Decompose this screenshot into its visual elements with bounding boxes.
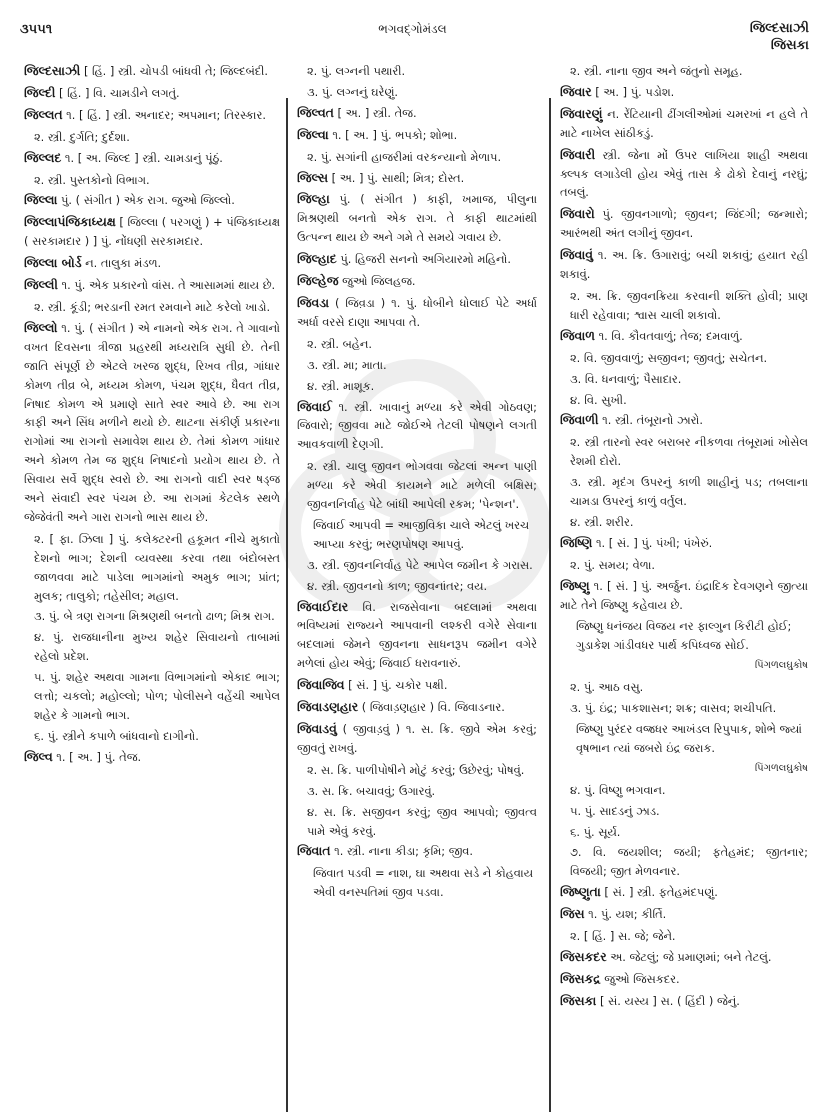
dictionary-entry xyxy=(297,698,537,717)
headword: જિવાજિવ xyxy=(297,677,345,693)
sense-definition: ૨. [ હિં. ] સ. જે; જેને. xyxy=(570,929,676,944)
definition: ૧. સ્ત્રી. ખાવાનું મળ્યા કરે એવી ગોઠવણ; જિવારો; જીવવા માટે જોઈએ તેટલી પોષણને લગતી આવકવાળી દેણગી. xyxy=(297,399,537,452)
headword: જિલ્લા બોર્ડ xyxy=(24,255,82,271)
headword: જિલ્લત xyxy=(24,106,63,122)
definition: ૧. સ્ત્રી. તંબૂરાનો ઝારો. xyxy=(598,413,704,428)
sense-definition: ૨. પું. લગ્નની પથારી. xyxy=(307,64,406,78)
dictionary-entry xyxy=(24,62,280,81)
definition: [ હિં. ] સ્ત્રી. ચોપડી બાંધવી તે; જિલ્દબંદી. xyxy=(80,64,268,78)
dictionary-entry xyxy=(297,190,537,247)
dictionary-entry xyxy=(560,411,808,430)
sense-definition: ૪. પું. વિષ્ણુ ભગવાન. xyxy=(570,782,666,797)
citation-source: પિંગળલઘુકોષ xyxy=(754,660,808,672)
definition: [ સં. ] સ્ત્રી. ફતેહમંદપણું. xyxy=(600,885,718,900)
dictionary-entry xyxy=(24,213,280,251)
dictionary-entry xyxy=(560,883,808,902)
definition: પું. ( સંગીત ) કાફી, ખમાજ, પીલુના મિશ્રણથી બનતો એક રાગ. તે કાફી થાટમાંથી ઉત્પન્ન થાય છે અને ગમે તે સમયે ગવાય છે. xyxy=(297,192,537,245)
sense-definition: ૩. સ્ત્રી. મા; માતા. xyxy=(307,357,387,372)
dictionary-entry xyxy=(24,276,280,295)
sense-definition: ૨. વિ. જીવવાળું; સજીવન; જીવતું; સચેતન. xyxy=(570,350,768,365)
sense-definition: ૩. સ્ત્રી. જીવનનિર્વાહ પેટે આપેલ જમીન કે ગરાસ. xyxy=(307,557,533,572)
sense-definition: ૨. અ. ક્રિ. જીવનક્રિયા કરવાની શક્તિ હોવી; પ્રાણ ધારી રહેવાવા; શ્વાસ ચાલી શકાવો. xyxy=(570,288,808,322)
definition: ૧. [ અ. ] પું. તેજ. xyxy=(52,749,142,764)
dictionary-columns xyxy=(0,62,825,1102)
definition: પું. ( સંગીત ) એક રાગ. જુઓ જિલ્લો. xyxy=(57,193,235,208)
guide-word-last: જિસકા xyxy=(770,38,809,53)
dictionary-entry xyxy=(297,294,537,332)
headword: જિષ્ણુ xyxy=(560,577,590,593)
sense-definition: ૩. પું. બે ત્રણ રાગના મિશ્રણથી બનતો ઢાળ; મિશ્ર રાગ. xyxy=(34,609,275,624)
headword: જિવાળ xyxy=(560,327,595,343)
dictionary-entry xyxy=(297,104,537,123)
dictionary-entry xyxy=(24,84,280,103)
definition: [ હિં. ] વિ. ચામડીને લગતું. xyxy=(55,85,180,100)
headword: જિવાડવું xyxy=(297,721,337,736)
dictionary-entry xyxy=(297,398,537,455)
definition: [ સં. યસ્ય ] સ. ( હિંદી ) જેનું. xyxy=(596,993,740,1008)
column-1 xyxy=(24,62,280,770)
sense-definition: ૨. પું. સગાંની હાજરીમાં વરકન્યાનો મેળાપ. xyxy=(307,149,502,164)
sense-definition: ૨. પું. આઠ વસુ. xyxy=(570,680,644,695)
sense-definition: ૩. સ. ક્રિ. બચાવવું; ઉગારવું. xyxy=(307,783,436,798)
dictionary-entry xyxy=(24,254,280,273)
headword: જિવાત xyxy=(297,843,331,859)
dictionary-entry xyxy=(297,720,537,758)
definition: ૧. અ. ક્રિ. ઉગારાવું; બચી શકાવું; હયાત રહી શકાવું. xyxy=(560,248,808,282)
headword: જિવાઈ xyxy=(297,398,332,414)
headword: જિલ્દસાઝી xyxy=(24,63,81,78)
definition: અ. જેટલું; જે પ્રમાણમાં; બને તેટલું. xyxy=(606,949,772,964)
dictionary-entry xyxy=(297,126,537,145)
definition: [ સં. ] પું. ચકોર પક્ષી. xyxy=(344,678,448,693)
headword: જિસ xyxy=(560,906,585,922)
sense-definition: ૩. સ્ત્રી. મૃદંગ ઉપરનું કાળી શાહીનું પડ; તબલાના ચામડા ઉપરનું કાળું વર્તુલ. xyxy=(570,475,808,509)
headword: જિલ્લદ xyxy=(24,149,62,165)
sense-definition: ૫. પું. શહેર અથવા ગામના વિભાગમાંનો એકાદ ભાગ; લત્તો; ચકલો; મહોલ્લો; પોળ; પોલીસને વહેંચી આપેલ શહેર કે ગામનો ભાગ. xyxy=(34,670,280,722)
dictionary-entry xyxy=(560,246,808,284)
usage-quote: જિવાત પડવી = નાશ, ઘા અથવા સડે ને કોહવાય એવી વનસ્પતિમાં જીવ પડવા. xyxy=(313,866,534,900)
dictionary-entry xyxy=(560,948,808,967)
headword: જિવારો xyxy=(560,206,595,222)
dictionary-entry xyxy=(560,992,808,1011)
sense-definition: ૨. [ ફા. ઝિલા ] પું. કલેક્ટરની હકૂમત નીચે મુકાતો દેશનો ભાગ; દેશની વ્યવસ્થા કરવા તથા બંદોબસ્ત જાળવવા માટે પાડેલા ભાગમાંનો અમુક ભાગ; પ્રાંત; મુલક; તાલુકો; તહેસીલ; મહાલ. xyxy=(34,531,280,603)
definition: [ અ. ] સ્ત્રી. તેજ. xyxy=(333,105,417,120)
headword: જિવાઈદાર xyxy=(297,598,349,614)
definition: ૧. પું. યશ; કીર્તિ. xyxy=(584,907,667,922)
dictionary-entry xyxy=(560,83,808,102)
definition: પું. જીવનગાળો; જીવન; જિંદગી; જન્મારો; આરંભથી અંત લગીનું જીવન. xyxy=(560,207,808,241)
sense-definition: ૨. સ્ત્રી. દુર્ગતિ; દુર્દશા. xyxy=(34,129,130,144)
headword: જિલ્વા xyxy=(297,126,329,142)
headword: જિલ્લા xyxy=(24,192,58,208)
headword: જિસકદર xyxy=(560,948,607,964)
sense-definition: ૪. સ્ત્રી. શરીર. xyxy=(570,514,634,529)
definition: ૧. [ સં. ] પું. પંખી; પંખેરું. xyxy=(592,535,713,550)
headword: જિસકદ્ર xyxy=(560,970,601,986)
dictionary-entry xyxy=(297,676,537,695)
headword: જિલ્હા xyxy=(297,191,330,207)
headword: જિલ્વ xyxy=(24,748,53,764)
sense-definition: ૨. સ. ક્રિ. પાળીપોષીને મોટું કરવું; ઉછેરવું; પોષવું. xyxy=(307,762,525,777)
definition: ( જીવાડ઼વું ) ૧. સ. ક્રિ. જીવે એમ કરવું; જીવતું રાખવું. xyxy=(297,722,537,755)
definition: જુઓ જિલહજ. xyxy=(338,274,416,289)
definition: વિ. રાજસેવાના બદલામાં અથવા ભવિષ્યમાં રાજ્યને આપવાની લશ્કરી વગેરે સેવાના બદલામાં જેમને જીવનના સાધનરૂપ જમીન વગેરે મળેલાં હોય એવું; જિવાઈ ધરાવનારું. xyxy=(297,599,537,671)
sense-definition: ૫. પું. સાદડનું ઝાડ. xyxy=(570,803,660,818)
sense-definition: ૪. સ. ક્રિ. સજીવન કરવું; જીવ આપવો; જીવત્વ પામે એવું કરવું. xyxy=(307,804,537,838)
dictionary-entry xyxy=(560,327,808,346)
sense-definition: ૩. વિ. ધનવાળું; પૈસાદાર. xyxy=(570,371,682,386)
column-divider xyxy=(549,98,551,1112)
dictionary-entry xyxy=(24,106,280,125)
citation-source: પિંગળલઘુકોષ xyxy=(754,762,808,774)
definition: ( જિવાડ઼ણહાર ) વિ. જિવાડનાર. xyxy=(358,700,505,715)
sense-definition: ૨. સ્ત્રી તારનો સ્વર બરાબર નીકળવા તંબૂરામાં ખોસેલ રેશમી દોરો. xyxy=(570,435,808,469)
headword: જિવડા xyxy=(297,294,330,310)
headword: જિલ્દી xyxy=(24,84,56,100)
dictionary-entry xyxy=(297,598,537,674)
sense-definition: ૪. સ્ત્રી. માશૂક. xyxy=(307,378,375,393)
definition: સ્ત્રી. જેના મોં ઉપર લાખિયા શાહી અથવા ક્લ્પક લગાડેલી હોય એવું તાસ કે ઢોકો દેવાનું નરઘું; તબલું. xyxy=(560,147,808,200)
headword: જિલ્લો xyxy=(24,319,58,335)
headword: જિલ્હાદ xyxy=(297,251,337,267)
headword: જિલ્લી xyxy=(24,277,58,293)
headword: જિવાવું xyxy=(560,247,593,263)
sense-definition: ૪. સ્ત્રી. જીવનનો કાળ; જીવનાંતર; વય. xyxy=(307,578,488,593)
page-header xyxy=(0,0,825,53)
column-2 xyxy=(297,62,537,904)
column-divider xyxy=(286,98,288,1112)
sense-definition: ૬. પું. સૂર્ય. xyxy=(570,824,621,839)
definition: ૧. [ અ. ] પું. ભપકો; શોભા. xyxy=(328,127,458,142)
definition: ૧. [ અ. જિલ્દ ] સ્ત્રી. ચામડાનું પૂંઠું. xyxy=(61,150,223,165)
usage-quote: જિવાઈ આપવી = આજીવિકા ચાલે એટલું ખરચ આપ્યા કરવું; ભરણપોષણ આપવું. xyxy=(313,517,530,551)
definition: ( જિવ઼ડા ) ૧. પું. ધોબીને ધોલાઈ પેટે અર્ધા અર્ધા વરસે દાણા આપવા તે. xyxy=(297,295,537,329)
definition: [ અ. ] પું. સાથી; મિત્ર; દોસ્ત. xyxy=(328,170,465,185)
sense-definition: ૨. સ્ત્રી. નાના જીવ અને જંતુનો સમૂહ. xyxy=(570,64,743,78)
dictionary-entry xyxy=(297,250,537,269)
definition: ૧. પું. ( સંગીત ) એ નામનો એક રાગ. તે ગાવાનો વખત દિવસના ત્રીજા પ્રહરથી મધ્યરાત્રિ સુધી છે. તેની જાતિ સંપૂર્ણ છે એટલે ખરજ શુદ્ધ, રિખવ તીવ્ર, ગાંધાર કોમળ તીવ્ર બે, મધ્યમ કોમળ, પંચમ શુદ્ધ, ધૈવત તીવ્ર, નિષાદ કોમળ એ પ્રમાણે સાતે સ્વર આવે છે. આ રાગ કાફી અને સિંધ મળીને થયો છે. થાટના સંકીર્ણ પ્રકારના રાગોમાં આ રાગનો સમાવેશ થાય છે. તેમાં કોમળ ગાંધાર અને કોમળ તેમ જ શુદ્ધ નિષાદનો પ્રયોગ થાય છે. તે સિવાય સર્વે શુદ્ધ સ્વરો છે. આ રાગનો વાદી સ્વર ષડ્જ અને સંવાદી સ્વર પંચમ છે. આ રાગમાં કેટલેક સ્થળે જેજેવંતી અને ગારા રાગનો ભાસ થાય છે. xyxy=(24,320,280,524)
dictionary-entry xyxy=(560,105,808,143)
dictionary-entry xyxy=(560,205,808,243)
sense-definition: ૩. પું. ઇંદ્ર; પાકશાસન; શક્ર; વાસવ; શચીપતિ. xyxy=(570,701,777,716)
guide-words xyxy=(750,20,809,54)
sense-definition: ૪. પું. રાજધાનીના મુખ્ય શહેર સિવાયનો તાબામાં રહેલો પ્રદેશ. xyxy=(34,630,280,664)
dictionary-entry xyxy=(297,169,537,188)
dictionary-entry xyxy=(24,748,280,767)
sense-definition: ૭. વિ. જયશીલ; જયી; ફતેહમંદ; જીતનાર; વિજયી; જીત મેળવનાર. xyxy=(570,845,808,879)
sense-definition: ૩. પું. લગ્નનું ઘરેણું. xyxy=(307,84,399,99)
dictionary-entry xyxy=(560,970,808,989)
running-title: ભગવદ્ગોમંડલ xyxy=(378,22,447,36)
sense-definition: ૨. સ્ત્રી. ચાલુ જીવન ભોગવવા જેટલાં અન્ન પાણી મળ્યા કરે એવી કાયમને માટે મળેલી બક્ષિસ; જીવનનિર્વાહ પેટે બાંધી આપેલી રકમ; 'પેન્શન'. xyxy=(307,459,537,512)
usage-quote: જિષ્ણુ ધનંજય વિજય નર ફાલ્ગુન કિરીટી હોઈ; ગુડાકેશ ગાંડીવધર પાર્થ કપિધ્વજ સોઈ. xyxy=(576,619,792,653)
dictionary-entry xyxy=(24,149,280,168)
headword: જિલ્લાપંજિકાધ્યક્ષ xyxy=(24,214,116,230)
definition: ન. રેંટિયાની ઢીંગલીઓમાં ચમરખાં ન હલે તે માટે નાખેલ સાંઠીકડું. xyxy=(560,106,808,140)
sense-definition: ૨. સ્ત્રી. પુસ્તકોનો વિભાગ. xyxy=(34,172,150,187)
definition: પું. હિજરી સનનો અગિયારમો મહિનો. xyxy=(336,252,511,267)
sense-definition: ૨. પું. સમય; વેળા. xyxy=(570,557,656,572)
page-number: ૩૫૫૧ xyxy=(20,22,53,37)
headword: જિલ્હેજ xyxy=(297,273,339,289)
definition: ૧. [ સં. ] પું. અર્જુન. ઇંદ્રાદિક દેવગણને જીત્યા માટે તેને જિષ્ણુ કહેવાય છે. xyxy=(560,578,808,612)
dictionary-entry xyxy=(297,842,537,861)
headword: જિસકા xyxy=(560,992,597,1008)
headword: જિલ્વત xyxy=(297,104,334,120)
definition: ૧. સ્ત્રી. નાના કીડા; કૃમિ; જીવ. xyxy=(330,844,473,859)
sense-definition: ૬. પું. સ્ત્રીને કપાળે બાંધવાનો દાગીનો. xyxy=(34,728,199,743)
sense-definition: ૪. વિ. સુખી. xyxy=(570,392,627,407)
dictionary-entry xyxy=(560,534,808,553)
headword: જિવાડણહાર xyxy=(297,699,359,715)
definition: ૧. પું. એક પ્રકારનો વાંસ. તે આસામમાં થાય છે. xyxy=(57,278,276,293)
definition: [ અ. ] પું. પડોશ. xyxy=(591,84,675,99)
headword: જિવારી xyxy=(560,146,596,162)
sense-definition: ૨. સ્ત્રી. બહેન. xyxy=(307,336,372,351)
headword: જિવાર xyxy=(560,83,592,99)
dictionary-entry xyxy=(560,577,808,615)
guide-word-first: જિલ્દસાઝી xyxy=(749,21,809,36)
headword: જિષ્ણિ xyxy=(560,534,593,550)
dictionary-entry xyxy=(24,191,280,210)
dictionary-entry xyxy=(297,272,537,291)
usage-quote: જિષ્ણુ પુરંદર વજ્રધર આખંડલ રિપુપાક, શોભે જ્યાં વૃષભાન ત્યાં જબરો ઇંદ્ર જરાક. xyxy=(576,722,802,755)
dictionary-entry xyxy=(560,146,808,203)
dictionary-entry xyxy=(24,319,280,527)
definition: ૧. વિ. કૌવતવાળું; તેજ; દમવાળું. xyxy=(594,328,743,343)
headword: જિવાળી xyxy=(560,412,599,428)
headword: જિષ્ણુતા xyxy=(560,884,601,900)
sense-definition: ૨. સ્ત્રી. કૂંડી; ભરડાની રમત રમવાને માટે કરેલો ખાડો. xyxy=(34,299,271,314)
definition: ૧. [ હિં. ] સ્ત્રી. અનાદર; અપમાન; તિરસ્કાર. xyxy=(62,107,266,122)
column-3 xyxy=(560,62,808,1014)
headword: જિલ્સ xyxy=(297,169,329,185)
definition: ન. તાલુકા મંડળ. xyxy=(81,256,162,271)
definition: જુઓ જિસકદર. xyxy=(600,971,680,986)
headword: જિવારણું xyxy=(560,105,603,121)
dictionary-entry xyxy=(560,905,808,924)
definition: [ જિલ્લા ( પરગણું ) + પંજિકાધ્યક્ષ ( સરકામદાર ) ] પું. નોંધણી સરકામદાર. xyxy=(24,215,280,249)
